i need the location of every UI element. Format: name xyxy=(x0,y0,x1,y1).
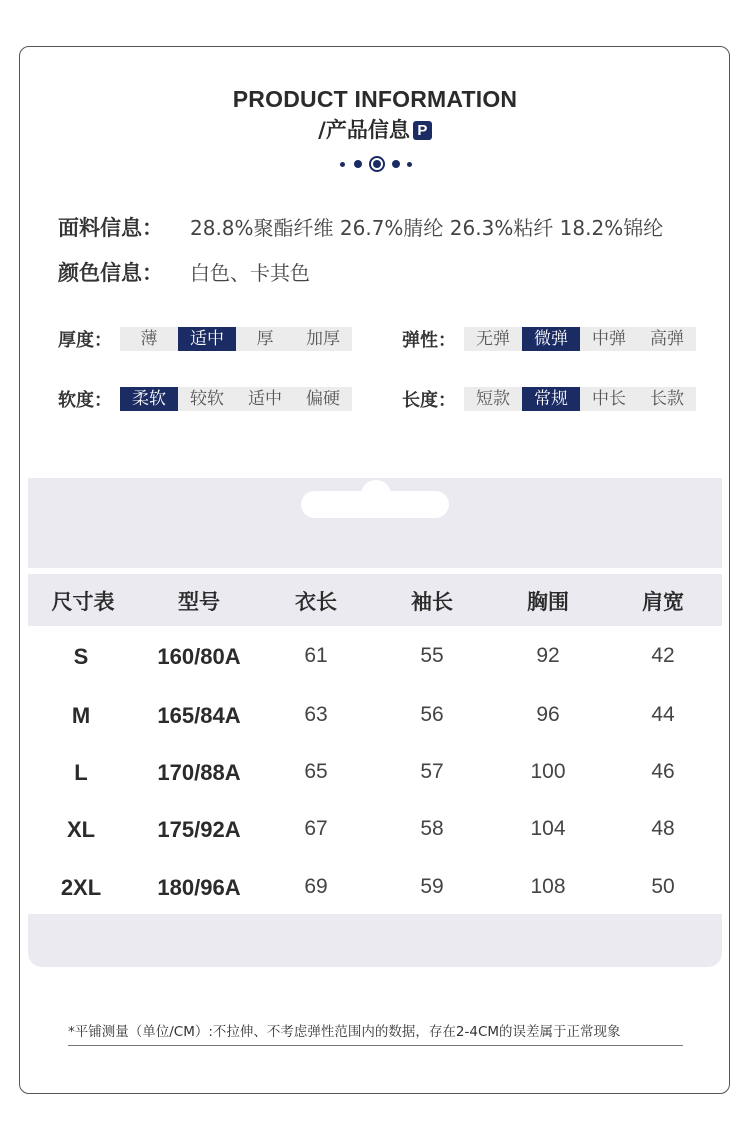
option-selected: 微弹 xyxy=(522,327,580,351)
model-cell: 165/84A xyxy=(157,703,241,728)
attr-elasticity xyxy=(402,326,696,350)
size-label-cell: 2XL xyxy=(60,875,102,900)
option: 加厚 xyxy=(306,329,340,349)
measure-cell: 44 xyxy=(651,703,675,726)
measure-cell: 100 xyxy=(530,760,566,783)
option: 长款 xyxy=(650,389,684,409)
size-table-header: 胸围 xyxy=(527,590,569,614)
title-chinese-text: /产品信息 xyxy=(318,118,410,142)
dot-icon xyxy=(407,162,412,167)
option: 厚 xyxy=(256,329,274,349)
measure-cell: 65 xyxy=(304,760,328,783)
option: 薄 xyxy=(140,329,158,349)
bottom-panel xyxy=(28,914,722,967)
measure-cell: 56 xyxy=(420,703,444,726)
option: 短款 xyxy=(476,389,510,409)
size-table-header: 袖长 xyxy=(411,590,453,614)
attr-thickness xyxy=(58,326,352,350)
option: 高弹 xyxy=(650,329,684,349)
measure-cell: 59 xyxy=(420,875,444,898)
option-selected: 常规 xyxy=(522,387,580,411)
measure-cell: 50 xyxy=(651,875,675,898)
measure-cell: 61 xyxy=(304,644,328,667)
option: 偏硬 xyxy=(306,389,340,409)
measure-cell: 108 xyxy=(530,875,566,898)
title-english: PRODUCT INFORMATION xyxy=(232,86,518,112)
model-cell: 175/92A xyxy=(157,817,241,842)
size-table-header: 尺寸表 xyxy=(51,590,115,614)
option-selected: 适中 xyxy=(178,327,236,351)
measure-cell: 69 xyxy=(304,875,328,898)
measure-cell: 57 xyxy=(420,760,444,783)
option: 中弹 xyxy=(592,329,626,349)
option: 适中 xyxy=(248,389,282,409)
model-cell: 180/96A xyxy=(157,875,241,900)
option: 无弹 xyxy=(476,329,510,349)
attr-label: 厚度： xyxy=(58,330,112,351)
title-chinese xyxy=(0,114,750,144)
attr-options xyxy=(120,387,352,411)
model-cell: 160/80A xyxy=(157,644,241,669)
size-table-header: 衣长 xyxy=(295,590,337,614)
dot-icon xyxy=(392,160,400,168)
size-label-cell: XL xyxy=(66,817,96,842)
attr-label: 弹性： xyxy=(402,330,456,351)
measure-cell: 67 xyxy=(304,817,328,840)
fabric-label: 面料信息： xyxy=(58,216,163,240)
measure-cell: 58 xyxy=(420,817,444,840)
measure-cell: 48 xyxy=(651,817,675,840)
attr-softness xyxy=(58,386,352,410)
color-label: 颜色信息： xyxy=(58,261,163,285)
fabric-info xyxy=(58,212,663,242)
measure-cell: 42 xyxy=(651,644,675,667)
dot-icon xyxy=(354,160,362,168)
attr-length xyxy=(402,386,696,410)
option: 中长 xyxy=(592,389,626,409)
measurement-note: *平铺测量（单位/CM）:不拉伸、不考虑弹性范围内的数据，存在2-4CM的误差属于正常现象 xyxy=(68,1020,683,1046)
attr-options xyxy=(120,327,352,351)
p-badge-icon: P xyxy=(413,121,432,140)
hanger-slot xyxy=(301,491,449,518)
size-table-header: 肩宽 xyxy=(642,590,684,614)
color-value: 白色、卡其色 xyxy=(190,261,310,285)
decorative-dots xyxy=(340,156,412,172)
size-label-cell: S xyxy=(73,644,89,669)
dot-icon xyxy=(373,160,381,168)
model-cell: 170/88A xyxy=(157,760,241,785)
fabric-value: 28.8%聚酯纤维 26.7%腈纶 26.3%粘纤 18.2%锦纶 xyxy=(190,216,664,240)
attr-options xyxy=(464,387,696,411)
measure-cell: 104 xyxy=(530,817,566,840)
measure-cell: 92 xyxy=(536,644,560,667)
option: 较软 xyxy=(190,389,224,409)
measure-cell: 96 xyxy=(536,703,560,726)
attr-options xyxy=(464,327,696,351)
attr-label: 软度： xyxy=(58,390,112,411)
measure-cell: 55 xyxy=(420,644,444,667)
size-label-cell: L xyxy=(74,760,88,785)
measure-cell: 46 xyxy=(651,760,675,783)
option-selected: 柔软 xyxy=(120,387,178,411)
size-label-cell: M xyxy=(71,703,91,728)
measure-cell: 63 xyxy=(304,703,328,726)
color-info xyxy=(58,257,310,287)
size-table-header: 型号 xyxy=(178,590,220,614)
dot-icon xyxy=(340,162,345,167)
attr-label: 长度： xyxy=(402,390,456,411)
